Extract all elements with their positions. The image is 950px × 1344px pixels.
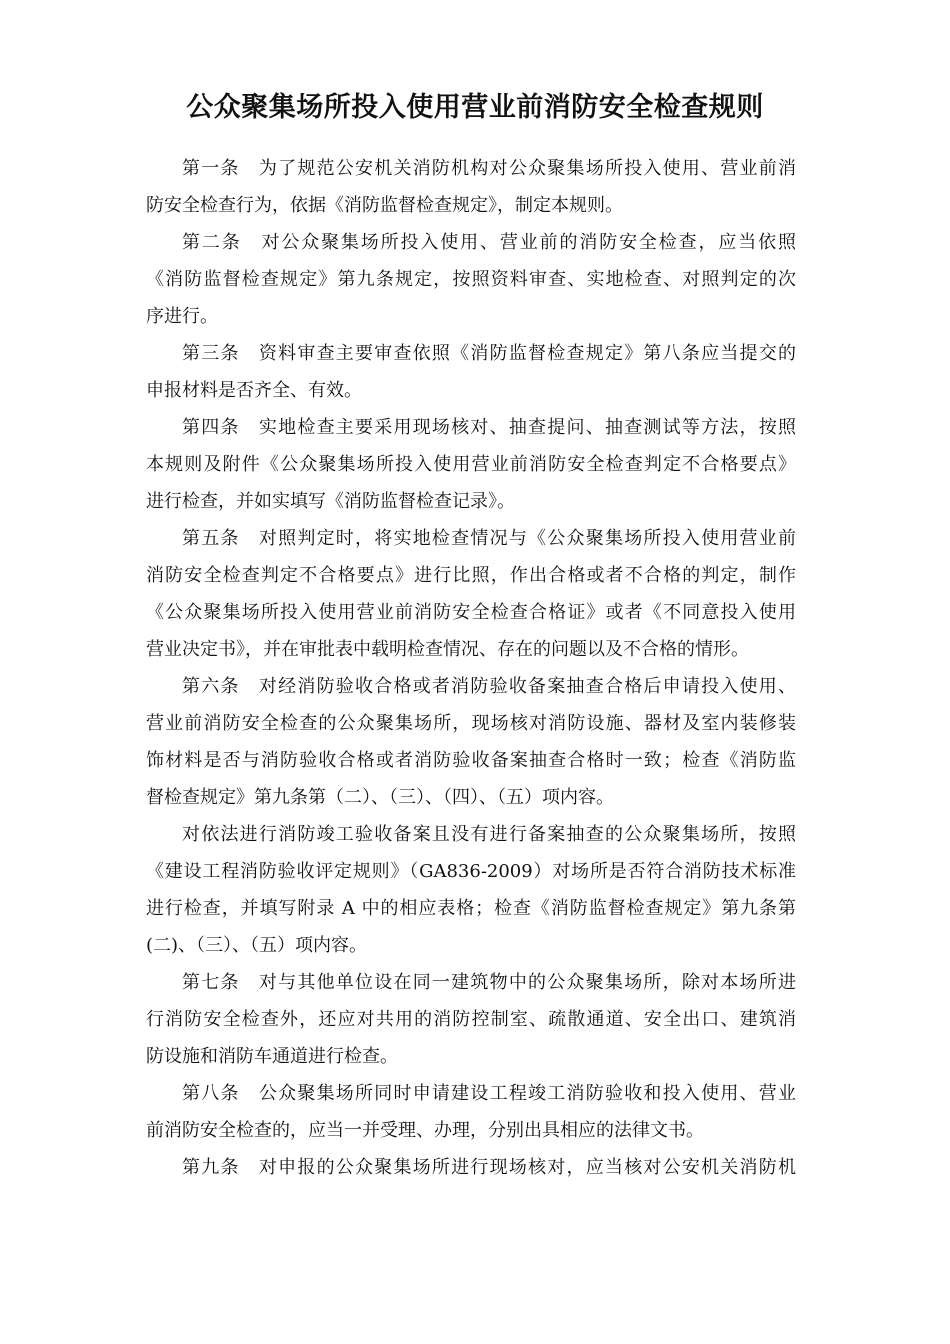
paragraph [146, 150, 796, 224]
paragraph-line: 督检查规定》第九条第（二）、（三）、（四）、（五）项内容。 [146, 787, 614, 808]
paragraph [146, 816, 796, 964]
document-title: 公众聚集场所投入使用营业前消防安全检查规则 [186, 92, 764, 123]
paragraph [146, 1149, 796, 1186]
paragraph [146, 964, 796, 1075]
paragraph-line: 申报材料是否齐全、有效。 [146, 380, 362, 401]
paragraph-line: 第三条 资料审查主要审查依照《消防监督检查规定》第八条应当提交的 [182, 343, 796, 364]
paragraph-line: 第八条 公众聚集场所同时申请建设工程竣工消防验收和投入使用、营业 [182, 1083, 796, 1104]
paragraph-line: 《公众聚集场所投入使用营业前消防安全检查合格证》或者《不同意投入使用 [146, 602, 796, 623]
paragraph-line: 进行检查，并填写附录 A 中的相应表格；检查《消防监督检查规定》第九条第 [146, 898, 796, 919]
paragraph [146, 409, 796, 520]
paragraph-line: 第二条 对公众聚集场所投入使用、营业前的消防安全检查，应当依照 [182, 232, 796, 253]
document-body [146, 150, 796, 1186]
paragraph-line: 本规则及附件《公众聚集场所投入使用营业前消防安全检查判定不合格要点》 [146, 454, 796, 475]
paragraph-line: 防安全检查行为，依据《消防监督检查规定》，制定本规则。 [146, 195, 623, 216]
paragraph-line: (二)、（三）、（五）项内容。 [146, 935, 368, 956]
paragraph-line: 进行检查，并如实填写《消防监督检查记录》。 [146, 491, 515, 512]
paragraph-line: 营业前消防安全检查的公众聚集场所，现场核对消防设施、器材及室内装修装 [146, 713, 796, 734]
paragraph [146, 520, 796, 668]
paragraph [146, 668, 796, 816]
paragraph-line: 第九条 对申报的公众聚集场所进行现场核对，应当核对公安机关消防机 [182, 1157, 796, 1178]
paragraph-line: 饰材料是否与消防验收合格或者消防验收备案抽查合格时一致；检查《消防监 [146, 750, 796, 771]
paragraph-line: 消防安全检查判定不合格要点》进行比照，作出合格或者不合格的判定，制作 [146, 565, 796, 586]
paragraph-line: 前消防安全检查的，应当一并受理、办理，分别出具相应的法律文书。 [146, 1120, 704, 1141]
paragraph-line: 行消防安全检查外，还应对共用的消防控制室、疏散通道、安全出口、建筑消 [146, 1009, 796, 1030]
paragraph [146, 1075, 796, 1149]
paragraph [146, 224, 796, 335]
paragraph-line: 《消防监督检查规定》第九条规定，按照资料审查、实地检查、对照判定的次 [146, 269, 796, 290]
paragraph-line: 第四条 实地检查主要采用现场核对、抽查提问、抽查测试等方法，按照 [182, 417, 796, 438]
paragraph-line: 第五条 对照判定时，将实地检查情况与《公众聚集场所投入使用营业前 [182, 528, 796, 549]
paragraph-line: 营业决定书》，并在审批表中载明检查情况、存在的问题以及不合格的情形。 [146, 639, 749, 660]
paragraph-line: 第一条 为了规范公安机关消防机构对公众聚集场所投入使用、营业前消 [182, 158, 796, 179]
paragraph-line: 《建设工程消防验收评定规则》（GA836-2009）对场所是否符合消防技术标准 [146, 861, 796, 882]
paragraph-line: 防设施和消防车通道进行检查。 [146, 1046, 398, 1067]
paragraph-line: 第六条 对经消防验收合格或者消防验收备案抽查合格后申请投入使用、 [182, 676, 796, 697]
paragraph [146, 335, 796, 409]
paragraph-line: 第七条 对与其他单位设在同一建筑物中的公众聚集场所，除对本场所进 [182, 972, 796, 993]
paragraph-line: 对依法进行消防竣工验收备案且没有进行备案抽查的公众聚集场所，按照 [182, 824, 796, 845]
paragraph-line: 序进行。 [146, 306, 218, 327]
